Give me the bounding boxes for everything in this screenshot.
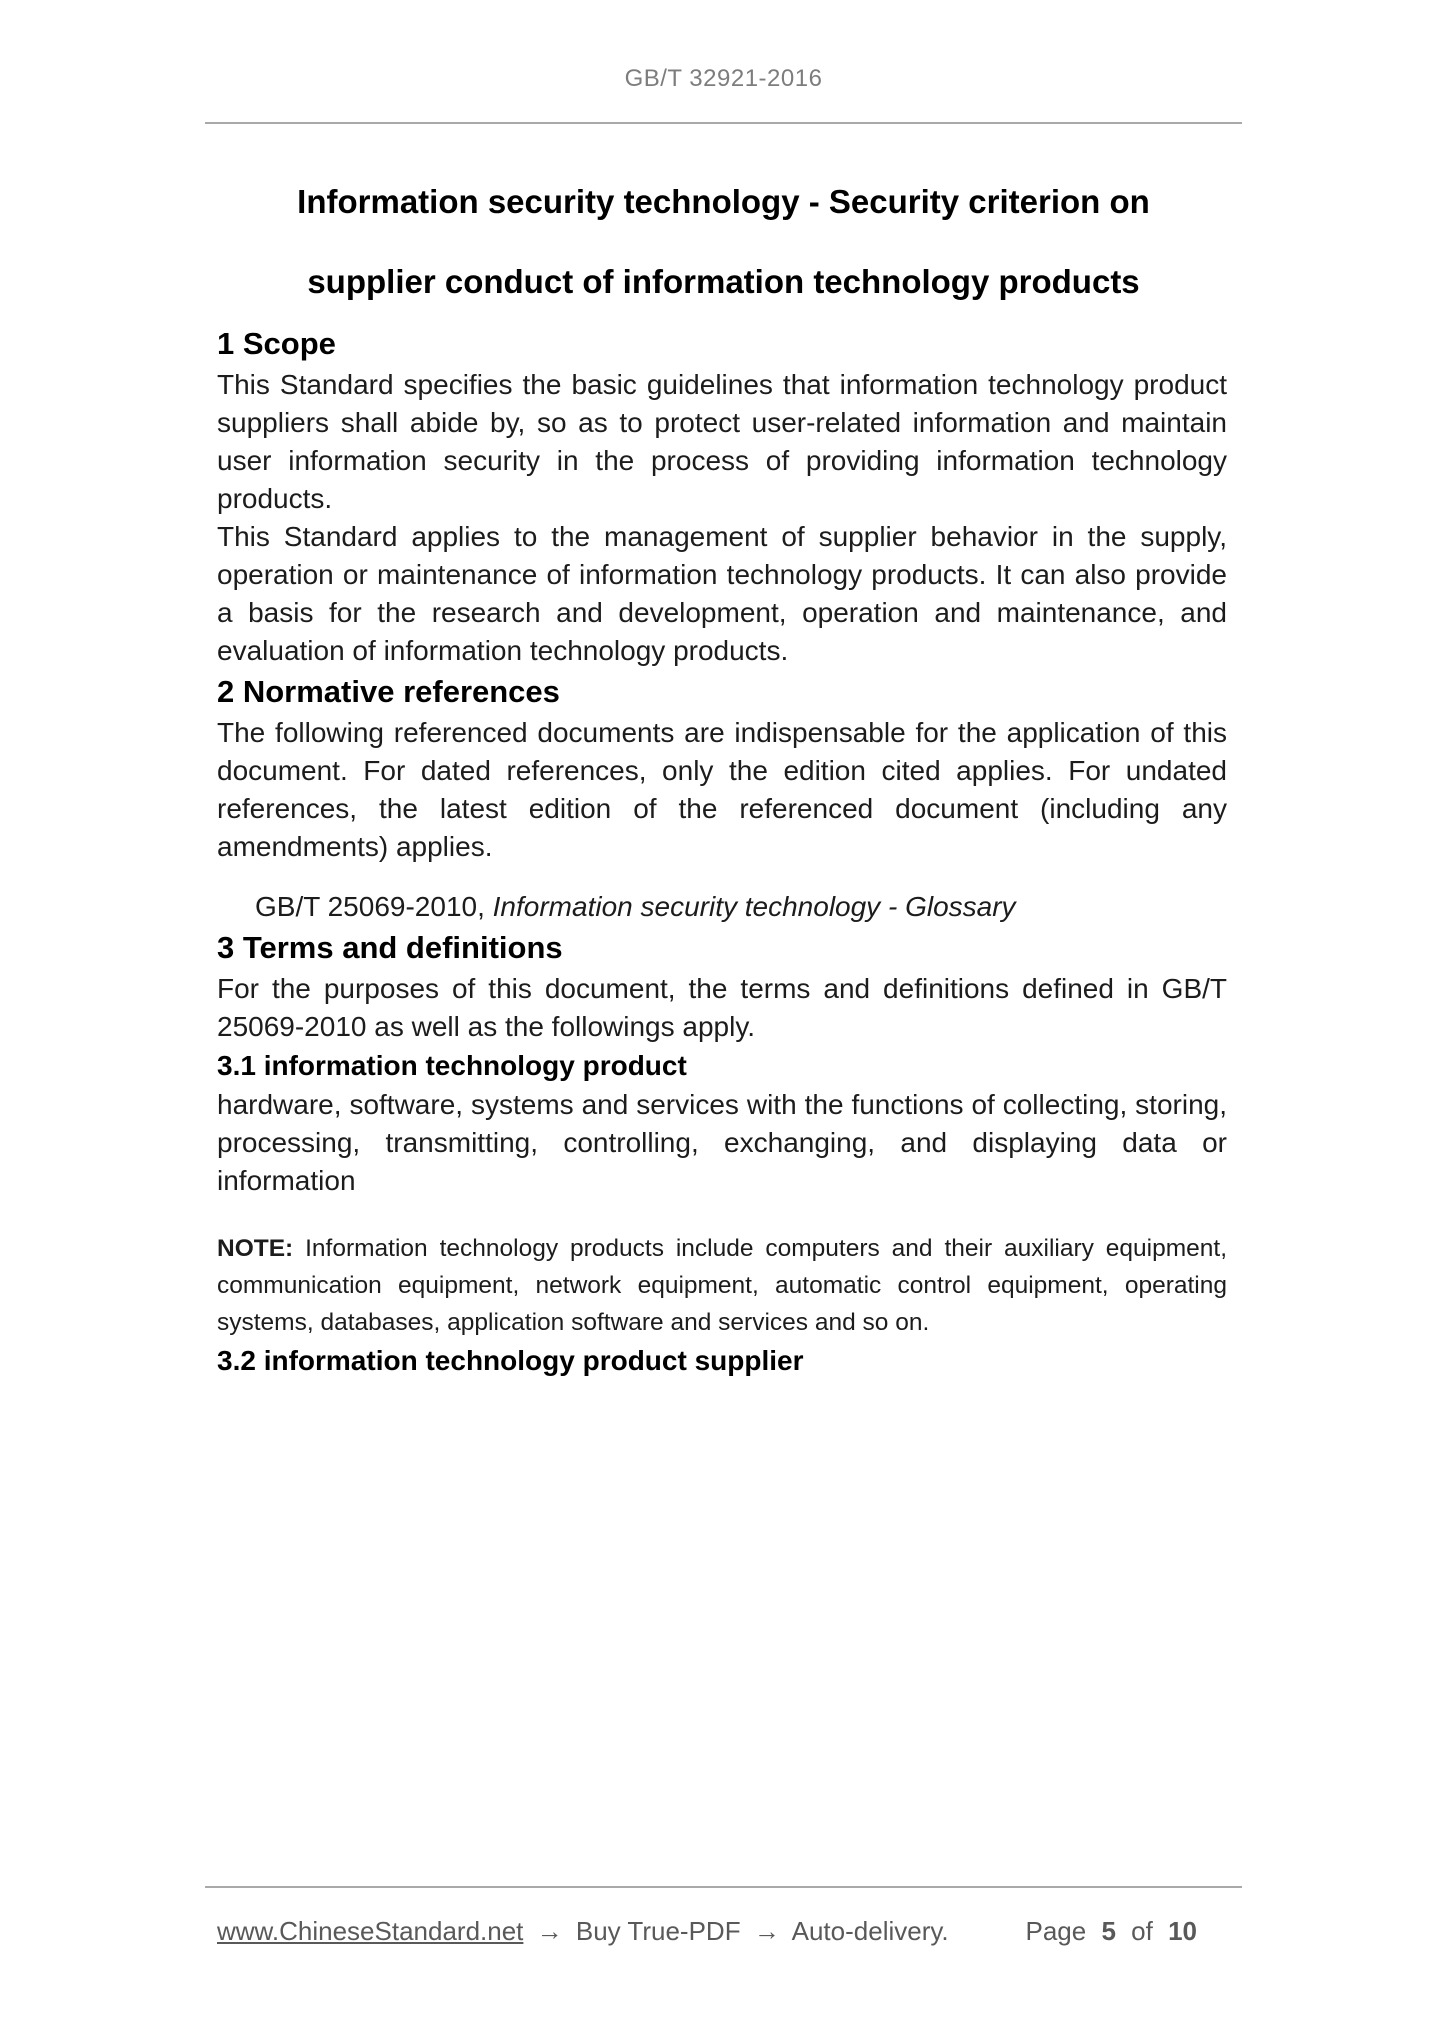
page-content — [205, 0, 1242, 1381]
website-link[interactable]: www.ChineseStandard.net — [217, 1916, 524, 1946]
note-label: NOTE: — [217, 1235, 294, 1262]
page-number-indicator — [1021, 1912, 1217, 1950]
section-3-terms-heading: 3 Terms and definitions — [217, 930, 563, 965]
normative-reference-entry — [255, 888, 1227, 926]
document-title-line2: supplier conduct of information technology products — [307, 263, 1140, 300]
document-title-line1: Information security technology - Security criterion on — [297, 183, 1150, 220]
term-3-1-heading: 3.1 information technology product — [217, 1050, 687, 1081]
section-2-normative-references-heading: 2 Normative references — [217, 674, 560, 709]
note-text: Information technology products include computers and their auxiliary equipment, communication equipment, network equipment, automatic control equipment, operating systems, databases, application software and services and so on. — [217, 1235, 1227, 1336]
page-label: Page — [1025, 1916, 1087, 1946]
section-1-scope-heading: 1 Scope — [217, 326, 336, 361]
footer-action-buy: Buy True-PDF — [575, 1916, 741, 1946]
normative-references-paragraph: The following referenced documents are indispensable for the application of this document. For dated references, only the edition cited applies. For undated references, the latest edition of the referenced document (including any amendments) applies. — [217, 717, 1227, 862]
of-label: of — [1131, 1916, 1153, 1946]
header-divider — [205, 122, 1242, 124]
term-3-2-heading: 3.2 information technology product supplier — [217, 1345, 804, 1376]
arrow-right-icon: → — [753, 1916, 780, 1946]
reference-code: GB/T 25069-2010, — [255, 891, 485, 922]
footer-action-delivery: Auto-delivery. — [791, 1916, 949, 1946]
scope-paragraph-2: This Standard applies to the management of supplier behavior in the supply, operation or maintenance of information technology products. It can also provide a basis for the research and development, operation and maintenance, and evaluation of information technology products. — [217, 521, 1227, 666]
scope-paragraph-1: This Standard specifies the basic guidelines that information technology product suppliers shall abide by, so as to protect user-related information and maintain user information security in the process of providing information technology products. — [217, 369, 1227, 514]
page-footer — [217, 1912, 1217, 1950]
terms-intro-paragraph: For the purposes of this document, the terms and definitions defined in GB/T 25069-2010 as well as the followings apply. — [217, 973, 1227, 1042]
term-3-1-definition: hardware, software, systems and services with the functions of collecting, storing, processing, transmitting, controlling, exchanging, and displaying data or information — [217, 1089, 1227, 1196]
term-3-1-note — [217, 1230, 1227, 1341]
footer-promo — [217, 1912, 949, 1950]
arrow-right-icon: → — [536, 1916, 563, 1946]
total-page-number: 10 — [1168, 1916, 1197, 1946]
standard-code-header: GB/T 32921-2016 — [624, 65, 823, 92]
footer-divider — [205, 1886, 1242, 1888]
document-title — [215, 162, 1232, 322]
current-page-number: 5 — [1101, 1916, 1116, 1946]
reference-title: Information security technology - Glossary — [492, 891, 1016, 922]
